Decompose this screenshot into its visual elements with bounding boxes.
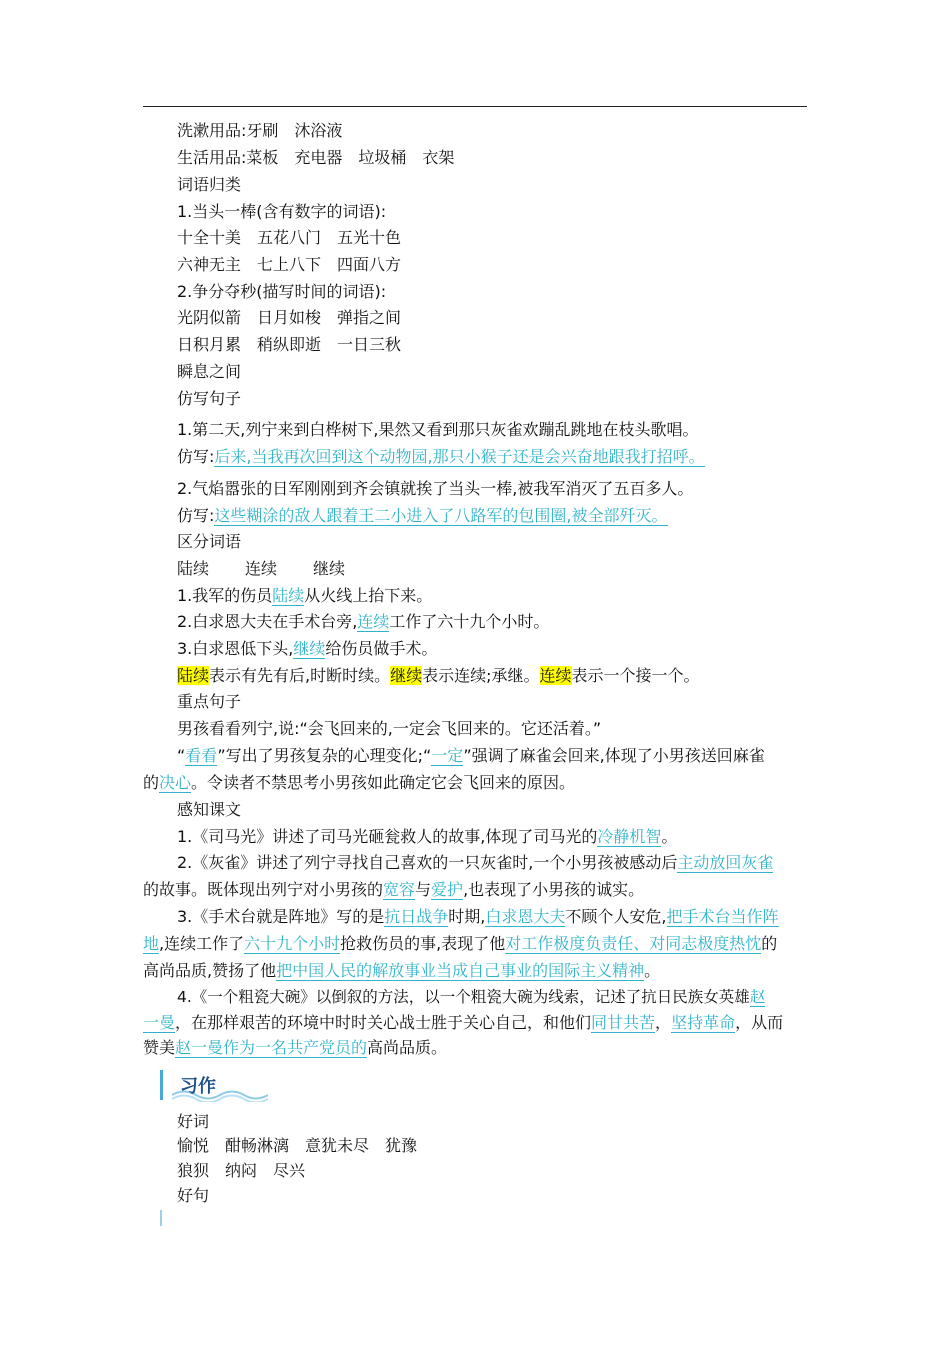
answer-text: 连续	[357, 612, 390, 631]
text-line: 狼狈 纳闷 尽兴	[177, 1161, 306, 1180]
answer-text: 同甘共苦	[591, 1013, 656, 1032]
summary-line	[143, 1037, 447, 1059]
text: 时期,	[448, 907, 486, 926]
summary-line	[143, 1012, 783, 1034]
answer-text: 把中国人民的解放事业当成自己事业的国际主义精神	[276, 961, 645, 980]
word-list	[177, 558, 345, 580]
text: 与	[415, 880, 432, 899]
answer-text: 把手术台当作阵	[666, 907, 779, 926]
section-heading: 仿写句子	[177, 389, 242, 408]
text: 表示有先有后,时断时续。	[209, 666, 391, 685]
section-heading: 区分词语	[177, 532, 242, 551]
explanation-line	[177, 665, 700, 687]
answer-text: 抗日战争	[384, 907, 449, 926]
answer-text: 陆续	[272, 586, 305, 605]
section-heading: 感知课文	[177, 800, 242, 819]
text-line: 1.第二天,列宁来到白桦树下,果然又看到那只灰雀欢蹦乱跳地在枝头歌唱。	[177, 420, 699, 439]
text-line: 1.当头一棒(含有数字的词语):	[177, 202, 387, 221]
answer-text: 后来,当我再次回到这个动物园,那只小猴子还是会兴奋地跟我打招呼。	[214, 447, 705, 466]
word: 陆续	[177, 559, 210, 578]
answer-text: 主动放回灰雀	[677, 853, 774, 872]
text-line: 2.气焰嚣张的日军刚刚到齐会镇就挨了当头一棒,被我军消灭了五百多人。	[177, 479, 694, 498]
badge-label: 习作	[180, 1076, 216, 1097]
text: 4.《一个粗瓷大碗》以倒叙的方法，以一个粗瓷大碗为线索，记述了抗日民族女英雄	[177, 988, 750, 1006]
text: 给伤员做手术。	[325, 639, 438, 658]
text-line: 男孩看看列宁,说:“会飞回来的,一定会飞回来的。它还活着。”	[177, 719, 602, 738]
text: 。	[661, 827, 678, 846]
label: 仿写:	[177, 506, 215, 525]
text: 不顾个人安危,	[565, 907, 667, 926]
answer-text: 坚持革命	[671, 1013, 736, 1032]
highlight: 继续	[390, 666, 423, 685]
word: 连续	[245, 559, 278, 578]
text-line: 瞬息之间	[177, 362, 242, 381]
highlight: 陆续	[177, 666, 210, 685]
imitation-line	[177, 505, 668, 527]
text-line: 光阴似箭 日月如梭 弹指之间	[177, 308, 402, 327]
text: ，	[655, 1013, 672, 1032]
section-heading: 好词	[177, 1112, 210, 1131]
answer-text: 继续	[293, 639, 326, 658]
imitation-line	[177, 446, 705, 468]
section-heading: 词语归类	[177, 175, 242, 194]
summary-line	[143, 879, 644, 901]
answer-text: 对工作极度负责任、对同志极度热忱	[505, 934, 762, 953]
text: 1.我军的伤员	[177, 586, 273, 605]
analysis-line	[143, 772, 575, 794]
text: ，在那样艰苦的环境中时时关心战士胜于关心自己，和他们	[175, 1013, 592, 1032]
text: 抢救伤员的事,表现了他	[340, 934, 506, 953]
highlight: 连续	[539, 666, 572, 685]
text-line: 2.争分夺秒(描写时间的词语):	[177, 282, 387, 301]
text: ，从而	[735, 1013, 784, 1032]
text: ,也表现了小男孩的诚实。	[463, 880, 645, 899]
text-line: 六神无主 七上八下 四面八方	[177, 255, 402, 274]
answer-text: 冷静机智	[597, 827, 662, 846]
fill-line	[177, 638, 437, 660]
text: ”强调了麻雀会回来,体现了小男孩送回麻雀	[463, 746, 765, 765]
text: 3.白求恩低下头,	[177, 639, 294, 658]
label: 仿写:	[177, 447, 215, 466]
answer-text: 赵	[749, 988, 766, 1006]
text-line: 愉悦 酣畅淋漓 意犹未尽 犹豫	[177, 1136, 418, 1155]
section-heading: 重点句子	[177, 692, 242, 711]
answer-text: 宽容	[383, 880, 416, 899]
text: 表示连续;承继。	[422, 666, 540, 685]
margin-mark	[160, 1210, 162, 1226]
text-line: 洗漱用品:牙刷 沐浴液	[177, 121, 343, 140]
text: 高尚品质,赞扬了他	[143, 961, 277, 980]
summary-line	[177, 906, 779, 928]
text: 1.《司马光》讲述了司马光砸瓮救人的故事,体现了司马光的	[177, 827, 598, 846]
top-rule	[143, 106, 807, 107]
answer-text: 决心	[159, 773, 192, 792]
badge-bar	[160, 1070, 163, 1100]
text: 的	[761, 934, 778, 953]
summary-line	[177, 826, 677, 848]
text: 2.白求恩大夫在手术台旁,	[177, 612, 358, 631]
answer-text: 这些糊涂的敌人跟着王二小进入了八路军的包围圈,被全部歼灭。	[214, 506, 668, 525]
text: 赞美	[143, 1038, 176, 1057]
text: ,连续工作了	[159, 934, 245, 953]
section-badge-xizuo	[160, 1066, 280, 1108]
text: 的故事。既体现出列宁对小男孩的	[143, 880, 384, 899]
answer-text: 白求恩大夫	[485, 907, 566, 926]
summary-line	[177, 852, 773, 874]
fill-line	[177, 611, 549, 633]
answer-text: 地	[143, 934, 160, 953]
text: 从火线上抬下来。	[304, 586, 433, 605]
summary-line	[143, 933, 777, 955]
section-heading: 好句	[177, 1186, 210, 1205]
answer-text: 看看	[185, 746, 218, 765]
analysis-line	[177, 745, 765, 767]
answer-text: 赵一曼作为一名共产党员的	[175, 1038, 368, 1057]
text: 。	[644, 961, 661, 980]
text: 表示一个接一个。	[571, 666, 700, 685]
answer-text: 一定	[431, 746, 464, 765]
summary-line	[177, 986, 765, 1008]
summary-line	[143, 960, 660, 982]
text-line: 生活用品:菜板 充电器 垃圾桶 衣架	[177, 148, 455, 167]
answer-text: 六十九个小时	[244, 934, 341, 953]
text-line: 日积月累 稍纵即逝 一日三秋	[177, 335, 402, 354]
fill-line	[177, 585, 432, 607]
text: ”写出了男孩复杂的心理变化;“	[217, 746, 432, 765]
text-line: 十全十美 五花八门 五光十色	[177, 228, 402, 247]
text: 工作了六十九个小时。	[389, 612, 550, 631]
answer-text: 一曼	[143, 1013, 176, 1032]
text: 3.《手术台就是阵地》写的是	[177, 907, 385, 926]
text: 的	[143, 773, 160, 792]
answer-text: 爱护	[431, 880, 464, 899]
word: 继续	[313, 559, 346, 578]
text: “	[177, 746, 186, 765]
text: 。令读者不禁思考小男孩如此确定它会飞回来的原因。	[191, 773, 576, 792]
text: 高尚品质。	[367, 1038, 448, 1057]
text: 2.《灰雀》讲述了列宁寻找自己喜欢的一只灰雀时,一个小男孩被感动后	[177, 853, 678, 872]
